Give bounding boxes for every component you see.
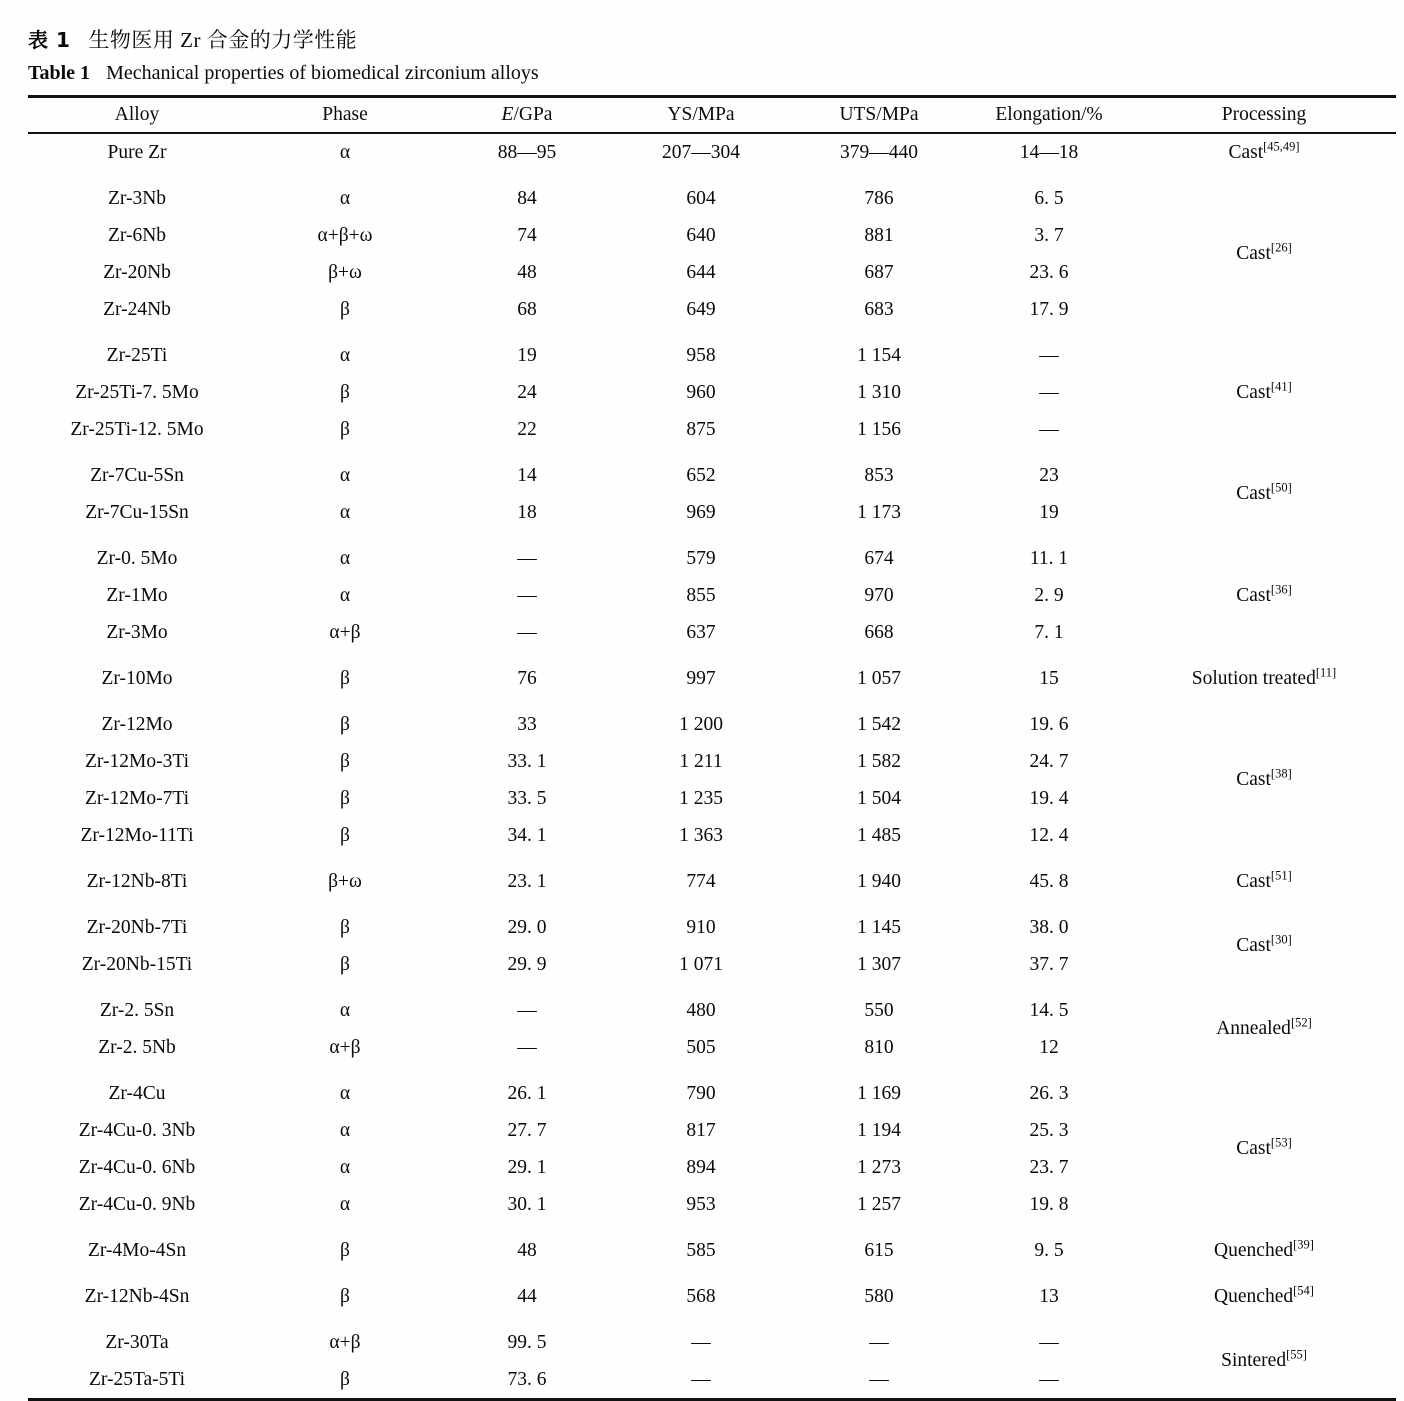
cell-alloy: Zr-12Nb-8Ti bbox=[86, 870, 188, 892]
cell-phase: α bbox=[339, 344, 351, 366]
cell-ys: 997 bbox=[686, 667, 716, 689]
processing-label: Sintered bbox=[1221, 1350, 1287, 1371]
cell-elongation: 37. 7 bbox=[1029, 953, 1069, 975]
cell-e: 27. 7 bbox=[507, 1119, 547, 1141]
cell-e: 73. 6 bbox=[507, 1368, 547, 1390]
column-header: Phase bbox=[246, 97, 444, 134]
cell-processing bbox=[1132, 531, 1396, 651]
cell-alloy: Zr-6Nb bbox=[107, 224, 167, 246]
cell-ys: 640 bbox=[686, 224, 716, 246]
cell-elongation: 23 bbox=[1039, 464, 1059, 486]
table-row bbox=[28, 328, 1396, 374]
cell-alloy: Zr-2. 5Nb bbox=[98, 1036, 176, 1058]
cell-phase: β bbox=[340, 953, 350, 975]
processing-label: Cast bbox=[1236, 1138, 1271, 1159]
cell-phase: β bbox=[340, 418, 350, 440]
cell-ys: 568 bbox=[686, 1285, 716, 1307]
cell-phase: α bbox=[339, 999, 351, 1021]
cell-uts: 1 310 bbox=[857, 381, 901, 403]
table-row bbox=[28, 1066, 1396, 1112]
cell-elongation: 25. 3 bbox=[1029, 1119, 1069, 1141]
cell-phase: β bbox=[340, 916, 350, 938]
cell-alloy: Zr-20Nb-15Ti bbox=[81, 953, 193, 975]
cell-uts: 853 bbox=[864, 464, 894, 486]
cell-alloy: Zr-3Mo bbox=[106, 621, 168, 643]
table-caption-cn-text: 生物医用 Zr 合金的力学性能 bbox=[88, 28, 358, 52]
cell-phase: β bbox=[340, 381, 350, 403]
cell-e: 33. 1 bbox=[507, 750, 547, 772]
cell-uts: 1 057 bbox=[857, 667, 901, 689]
cell-elongation: 11. 1 bbox=[1029, 547, 1069, 569]
table-header bbox=[28, 97, 1396, 134]
cell-processing bbox=[1132, 900, 1396, 983]
cell-e: 19 bbox=[517, 344, 537, 366]
cell-e: 88—95 bbox=[497, 141, 557, 163]
cell-alloy: Zr-30Ta bbox=[105, 1331, 169, 1353]
cell-ys: 649 bbox=[686, 298, 716, 320]
cell-elongation: 9. 5 bbox=[1034, 1239, 1064, 1261]
cell-processing bbox=[1132, 854, 1396, 900]
cell-phase: β bbox=[340, 1368, 350, 1390]
cell-elongation: 12. 4 bbox=[1029, 824, 1069, 846]
cell-alloy: Zr-3Nb bbox=[107, 187, 167, 209]
citation-ref: [26] bbox=[1270, 240, 1292, 255]
cell-elongation: — bbox=[1039, 344, 1059, 366]
cell-uts: 550 bbox=[864, 999, 894, 1021]
cell-elongation: 23. 6 bbox=[1029, 261, 1069, 283]
table-row bbox=[28, 1315, 1396, 1361]
cell-e: — bbox=[517, 1036, 537, 1058]
cell-phase: α bbox=[339, 141, 351, 163]
cell-e: 34. 1 bbox=[507, 824, 547, 846]
cell-alloy: Pure Zr bbox=[107, 141, 167, 163]
cell-uts: 1 257 bbox=[857, 1193, 901, 1215]
cell-e: 24 bbox=[517, 381, 537, 403]
cell-phase: β bbox=[340, 1285, 350, 1307]
cell-e: 84 bbox=[517, 187, 537, 209]
cell-ys: 910 bbox=[686, 916, 716, 938]
cell-e: 33 bbox=[517, 713, 537, 735]
cell-processing bbox=[1132, 1269, 1396, 1315]
cell-alloy: Zr-0. 5Mo bbox=[96, 547, 178, 569]
cell-phase: α bbox=[339, 1193, 351, 1215]
cell-uts: 674 bbox=[864, 547, 894, 569]
cell-e: 14 bbox=[517, 464, 537, 486]
processing-label: Cast bbox=[1236, 584, 1271, 606]
table-caption-en bbox=[28, 62, 1398, 85]
cell-elongation: 3. 7 bbox=[1034, 224, 1064, 246]
cell-phase: α bbox=[339, 1119, 351, 1141]
column-header: Alloy bbox=[28, 97, 246, 134]
cell-e: 26. 1 bbox=[507, 1082, 547, 1104]
cell-uts: 1 504 bbox=[857, 787, 901, 809]
cell-alloy: Zr-12Mo-3Ti bbox=[85, 750, 189, 772]
cell-uts: 580 bbox=[864, 1285, 894, 1307]
processing-label: Cast bbox=[1236, 769, 1271, 790]
table-caption-en-label: Table 1 bbox=[28, 62, 91, 84]
table-caption-cn bbox=[28, 24, 1398, 54]
cell-alloy: Zr-2. 5Sn bbox=[99, 999, 175, 1021]
cell-uts: 786 bbox=[864, 187, 894, 209]
cell-ys: 958 bbox=[686, 344, 716, 366]
cell-uts: 1 485 bbox=[857, 824, 901, 846]
alloy-properties-table bbox=[28, 95, 1396, 1401]
cell-elongation: 2. 9 bbox=[1034, 584, 1064, 606]
cell-alloy: Zr-20Nb bbox=[103, 261, 171, 283]
cell-uts: 1 156 bbox=[857, 418, 901, 440]
cell-processing bbox=[1132, 983, 1396, 1066]
cell-alloy: Zr-20Nb-7Ti bbox=[86, 916, 188, 938]
cell-ys: 969 bbox=[686, 501, 716, 523]
cell-e: — bbox=[517, 547, 537, 569]
cell-elongation: — bbox=[1039, 1331, 1059, 1353]
cell-uts: 1 145 bbox=[857, 916, 901, 938]
cell-processing bbox=[1132, 697, 1396, 854]
cell-elongation: 19. 6 bbox=[1029, 713, 1069, 735]
cell-alloy: Zr-4Cu-0. 6Nb bbox=[78, 1156, 196, 1178]
cell-ys: 894 bbox=[686, 1156, 716, 1178]
cell-e: 48 bbox=[517, 261, 537, 283]
cell-e: 44 bbox=[517, 1285, 537, 1307]
cell-elongation: 38. 0 bbox=[1029, 916, 1069, 938]
cell-phase: α bbox=[339, 464, 351, 486]
cell-alloy: Zr-24Nb bbox=[103, 298, 171, 320]
cell-elongation: 12 bbox=[1039, 1036, 1059, 1058]
cell-uts: 1 154 bbox=[857, 344, 901, 366]
table-row bbox=[28, 651, 1396, 697]
cell-phase: β bbox=[340, 750, 350, 772]
cell-ys: 960 bbox=[686, 381, 716, 403]
cell-e: 29. 0 bbox=[507, 916, 547, 938]
cell-ys: 652 bbox=[686, 464, 716, 486]
cell-ys: 855 bbox=[686, 584, 716, 606]
table-row bbox=[28, 900, 1396, 946]
cell-uts: 810 bbox=[864, 1036, 894, 1058]
table-row bbox=[28, 1223, 1396, 1269]
cell-e: 29. 1 bbox=[507, 1156, 547, 1178]
citation-ref: [55] bbox=[1286, 1347, 1307, 1362]
cell-uts: 1 940 bbox=[857, 870, 901, 892]
cell-phase: β bbox=[340, 1239, 350, 1261]
cell-ys: 505 bbox=[686, 1036, 716, 1058]
processing-label: Cast bbox=[1228, 141, 1264, 163]
cell-e: 29. 9 bbox=[507, 953, 547, 975]
cell-ys: 644 bbox=[686, 261, 716, 283]
cell-uts: 615 bbox=[864, 1239, 894, 1261]
cell-uts: 881 bbox=[864, 224, 894, 246]
cell-elongation: 45. 8 bbox=[1029, 870, 1069, 892]
processing-label: Quenched bbox=[1214, 1239, 1294, 1261]
cell-alloy: Zr-7Cu-15Sn bbox=[85, 501, 189, 523]
cell-uts: 1 173 bbox=[857, 501, 901, 523]
cell-alloy: Zr-25Ta-5Ti bbox=[88, 1368, 186, 1390]
table-caption-en-text: Mechanical properties of biomedical zirconium alloys bbox=[106, 62, 539, 84]
citation-ref: [30] bbox=[1270, 932, 1292, 947]
cell-uts: 1 542 bbox=[857, 713, 901, 735]
cell-elongation: 19 bbox=[1039, 501, 1059, 523]
cell-uts: 1 169 bbox=[857, 1082, 901, 1104]
cell-ys: 637 bbox=[686, 621, 716, 643]
citation-ref: [53] bbox=[1270, 1135, 1292, 1150]
processing-label: Solution treated bbox=[1191, 667, 1316, 689]
table-row bbox=[28, 133, 1396, 171]
cell-alloy: Zr-1Mo bbox=[106, 584, 168, 606]
citation-ref: [50] bbox=[1270, 480, 1292, 495]
cell-ys: — bbox=[691, 1368, 711, 1390]
cell-ys: 1 211 bbox=[679, 750, 723, 772]
table-header-row bbox=[28, 97, 1396, 134]
table-row bbox=[28, 697, 1396, 743]
cell-phase: α+β+ω bbox=[317, 224, 373, 246]
cell-phase: β bbox=[340, 298, 350, 320]
cell-elongation: 19. 4 bbox=[1029, 787, 1069, 809]
cell-uts: — bbox=[869, 1368, 889, 1390]
cell-alloy: Zr-4Cu-0. 9Nb bbox=[78, 1193, 196, 1215]
table-row bbox=[28, 854, 1396, 900]
cell-uts: 379—440 bbox=[840, 141, 918, 163]
table-caption-cn-label: 表 1 bbox=[28, 28, 71, 52]
cell-uts: 683 bbox=[864, 298, 894, 320]
cell-alloy: Zr-12Mo-11Ti bbox=[80, 824, 194, 846]
cell-uts: 970 bbox=[864, 584, 894, 606]
table-row bbox=[28, 983, 1396, 1029]
cell-phase: β bbox=[340, 713, 350, 735]
cell-ys: 817 bbox=[686, 1119, 716, 1141]
column-header: YS/MPa bbox=[610, 97, 792, 134]
citation-ref: [54] bbox=[1293, 1283, 1314, 1297]
cell-uts: 1 273 bbox=[857, 1156, 901, 1178]
cell-e: — bbox=[517, 999, 537, 1021]
citation-ref: [51] bbox=[1270, 868, 1292, 882]
cell-elongation: — bbox=[1039, 381, 1059, 403]
cell-phase: α bbox=[339, 501, 351, 523]
column-header: E/GPa bbox=[444, 97, 610, 134]
cell-ys: 1 071 bbox=[679, 953, 723, 975]
citation-ref: [38] bbox=[1270, 766, 1292, 781]
processing-label: Quenched bbox=[1214, 1285, 1294, 1307]
cell-alloy: Zr-25Ti-7. 5Mo bbox=[75, 381, 199, 403]
cell-e: 68 bbox=[517, 298, 537, 320]
cell-alloy: Zr-10Mo bbox=[101, 667, 173, 689]
cell-processing bbox=[1132, 1315, 1396, 1400]
cell-ys: 604 bbox=[686, 187, 716, 209]
cell-phase: β bbox=[340, 824, 350, 846]
processing-label: Annealed bbox=[1216, 1018, 1291, 1039]
citation-ref: [11] bbox=[1315, 665, 1337, 679]
cell-ys: — bbox=[691, 1331, 711, 1353]
cell-ys: 1 200 bbox=[679, 713, 723, 735]
cell-elongation: 17. 9 bbox=[1029, 298, 1069, 320]
cell-elongation: 13 bbox=[1039, 1285, 1059, 1307]
cell-uts: 1 582 bbox=[857, 750, 901, 772]
cell-phase: α bbox=[339, 187, 351, 209]
cell-alloy: Zr-12Mo bbox=[101, 713, 173, 735]
cell-e: 23. 1 bbox=[507, 870, 547, 892]
cell-ys: 207—304 bbox=[662, 141, 740, 163]
cell-e: — bbox=[517, 584, 537, 606]
cell-e: 18 bbox=[517, 501, 537, 523]
cell-processing bbox=[1132, 651, 1396, 697]
cell-elongation: 7. 1 bbox=[1034, 621, 1064, 643]
cell-phase: α+β bbox=[329, 1331, 361, 1353]
cell-processing bbox=[1132, 328, 1396, 448]
cell-e: 99. 5 bbox=[507, 1331, 547, 1353]
cell-ys: 875 bbox=[686, 418, 716, 440]
cell-e: 33. 5 bbox=[507, 787, 547, 809]
cell-elongation: 24. 7 bbox=[1029, 750, 1069, 772]
cell-e: 76 bbox=[517, 667, 537, 689]
cell-processing bbox=[1132, 171, 1396, 328]
processing-label: Cast bbox=[1236, 870, 1271, 892]
table-row bbox=[28, 448, 1396, 494]
table-row bbox=[28, 531, 1396, 577]
column-header: Elongation/% bbox=[966, 97, 1132, 134]
cell-phase: α bbox=[339, 584, 351, 606]
cell-elongation: 15 bbox=[1039, 667, 1059, 689]
cell-ys: 1 363 bbox=[679, 824, 723, 846]
cell-alloy: Zr-4Cu bbox=[108, 1082, 166, 1104]
citation-ref: [39] bbox=[1293, 1237, 1314, 1251]
cell-uts: 1 194 bbox=[857, 1119, 901, 1141]
cell-processing bbox=[1132, 1223, 1396, 1269]
cell-phase: β bbox=[340, 787, 350, 809]
cell-ys: 480 bbox=[686, 999, 716, 1021]
cell-phase: α+β bbox=[329, 1036, 361, 1058]
column-header: Processing bbox=[1132, 97, 1396, 134]
cell-processing bbox=[1132, 448, 1396, 531]
cell-elongation: 6. 5 bbox=[1034, 187, 1064, 209]
cell-phase: α+β bbox=[329, 621, 361, 643]
cell-uts: 1 307 bbox=[857, 953, 901, 975]
cell-phase: α bbox=[339, 1156, 351, 1178]
citation-ref: [45,49] bbox=[1263, 139, 1300, 153]
cell-elongation: 26. 3 bbox=[1029, 1082, 1069, 1104]
cell-ys: 774 bbox=[686, 870, 716, 892]
cell-ys: 953 bbox=[686, 1193, 716, 1215]
cell-uts: 668 bbox=[864, 621, 894, 643]
cell-processing bbox=[1132, 133, 1396, 171]
cell-processing bbox=[1132, 1066, 1396, 1223]
table-row bbox=[28, 1269, 1396, 1315]
table-row bbox=[28, 171, 1396, 217]
cell-alloy: Zr-4Mo-4Sn bbox=[87, 1239, 187, 1261]
cell-uts: 687 bbox=[864, 261, 894, 283]
cell-elongation: 14—18 bbox=[1019, 141, 1079, 163]
cell-alloy: Zr-7Cu-5Sn bbox=[90, 464, 184, 486]
citation-ref: [41] bbox=[1270, 379, 1292, 393]
cell-ys: 1 235 bbox=[679, 787, 723, 809]
cell-e: — bbox=[517, 621, 537, 643]
cell-e: 74 bbox=[517, 224, 537, 246]
cell-phase: β+ω bbox=[328, 261, 362, 283]
cell-ys: 579 bbox=[686, 547, 716, 569]
citation-ref: [36] bbox=[1270, 582, 1292, 596]
processing-label: Cast bbox=[1236, 243, 1271, 264]
cell-e: 48 bbox=[517, 1239, 537, 1261]
citation-ref: [52] bbox=[1290, 1015, 1312, 1030]
processing-label: Cast bbox=[1236, 935, 1271, 956]
cell-alloy: Zr-25Ti bbox=[106, 344, 168, 366]
cell-elongation: 23. 7 bbox=[1029, 1156, 1069, 1178]
cell-uts: — bbox=[869, 1331, 889, 1353]
cell-phase: β bbox=[340, 667, 350, 689]
cell-elongation: 14. 5 bbox=[1029, 999, 1069, 1021]
cell-phase: β+ω bbox=[328, 870, 362, 892]
table-body bbox=[28, 133, 1396, 1400]
cell-e: 30. 1 bbox=[507, 1193, 547, 1215]
processing-label: Cast bbox=[1236, 483, 1271, 504]
cell-elongation: 19. 8 bbox=[1029, 1193, 1069, 1215]
cell-alloy: Zr-25Ti-12. 5Mo bbox=[70, 418, 204, 440]
cell-ys: 790 bbox=[686, 1082, 716, 1104]
cell-elongation: — bbox=[1039, 418, 1059, 440]
cell-ys: 585 bbox=[686, 1239, 716, 1261]
processing-label: Cast bbox=[1236, 381, 1271, 403]
cell-elongation: — bbox=[1039, 1368, 1059, 1390]
column-header: UTS/MPa bbox=[792, 97, 966, 134]
cell-e: 22 bbox=[517, 418, 537, 440]
cell-alloy: Zr-12Nb-4Sn bbox=[84, 1285, 190, 1307]
cell-alloy: Zr-4Cu-0. 3Nb bbox=[78, 1119, 196, 1141]
cell-alloy: Zr-12Mo-7Ti bbox=[85, 787, 189, 809]
cell-phase: α bbox=[339, 1082, 351, 1104]
cell-phase: α bbox=[339, 547, 351, 569]
